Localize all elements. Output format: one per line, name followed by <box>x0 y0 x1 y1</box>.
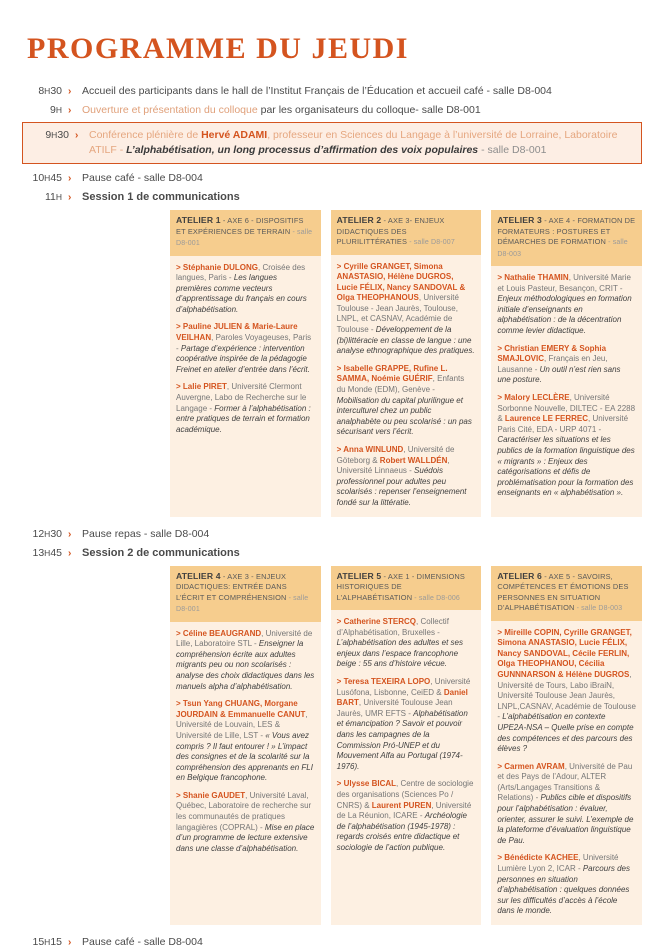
talk-authors: Ulysse BICAL <box>343 779 397 789</box>
schedule-time: 10H45 <box>32 172 62 184</box>
plenary-room: - salle D8-001 <box>478 143 547 156</box>
workshop-title: ATELIER 5 <box>336 570 382 581</box>
workshop-room: - salle D8-001 <box>176 228 313 247</box>
bullet-arrow-icon: > <box>497 273 505 282</box>
talk-affiliation: , Université Marie et Louis Pasteur, Besançon, CRIT - <box>497 273 631 293</box>
workshop-header <box>491 566 642 621</box>
talk-affiliation: , Centre de sociologie des organisations (Sciences Po / CNRS) & <box>336 779 474 810</box>
workshop-header <box>331 566 482 611</box>
talk-entry <box>337 677 476 772</box>
bullet-arrow-icon: > <box>336 445 344 454</box>
bullet-arrow-icon: > <box>176 322 183 332</box>
schedule-between <box>22 527 642 561</box>
talk-entry <box>337 364 476 438</box>
talk-title: Un outil n’est rien sans une posture. <box>497 364 621 385</box>
schedule-time: 11H <box>44 191 62 203</box>
talk-entry <box>337 617 476 670</box>
workshop-axis: - AXE 3- ENJEUX DIDACTIQUES DES PLURILITTÉRATIES <box>336 216 445 246</box>
talk-entry <box>337 445 476 509</box>
talk-affiliation: , Université Sorbonne Nouvelle, DILTEC - EA 2288 & <box>497 392 636 424</box>
session-1-grid <box>170 210 642 517</box>
bullet-arrow-icon: > <box>176 628 183 638</box>
bullet-arrow-icon: > <box>176 262 183 272</box>
bullet-arrow-icon: > <box>497 761 505 771</box>
talk-authors: Tsun Yang CHUANG, Morgane JOURDAIN & Emmanuelle CANUT <box>176 699 306 719</box>
talk-authors: Mireille COPIN, Cyrille GRANGET, Simona ANASTASIO, Lucie FÉLIX, Nancy SANDOVAL, Cécile FERLIN, Olga THEOPHANOU, Cécilia GUNNNARSON & Hélène DUGROS <box>497 627 632 679</box>
talk-authors: Pauline JULIEN & Marie-Laure VEILHAN <box>176 322 298 343</box>
chevron-right-icon: › <box>68 528 72 540</box>
talk-entry <box>176 382 315 435</box>
workshop-header <box>170 566 321 622</box>
workshop-column <box>491 566 642 925</box>
talk-entry <box>497 344 636 386</box>
schedule-row <box>22 935 642 950</box>
chevron-right-icon: › <box>68 86 72 97</box>
workshop-room: - salle D8-007 <box>407 239 455 246</box>
talk-affiliation-2: , Université Linnaeus - <box>336 455 450 476</box>
schedule-label: Accueil des participants dans le hall de l’Institut Français de l’Éducation et accueil café - salle D8-004 <box>82 85 552 97</box>
talk-affiliation: , Croisée des langues, Paris - <box>176 262 306 283</box>
workshop-room: - salle D8-001 <box>176 594 309 614</box>
talk-affiliation: , Université de Louvain, LES & Université de Lille, LST - <box>176 709 308 740</box>
schedule-time: 12H30 <box>32 527 62 540</box>
talk-title: Archéologie de l’alphabétisation (1945-1978) : regards croisés entre didactique et sociologie de l’action publique. <box>336 811 467 852</box>
workshop-title: ATELIER 4 <box>176 570 221 581</box>
schedule-row <box>22 103 642 118</box>
talk-authors: Bénédicte KACHEE <box>504 853 579 863</box>
talk-title: L’alphabétisation en contexte UPE2A-NSA – Quelle prise en compte des compétences et des parcours des élèves ? <box>497 712 634 754</box>
bullet-arrow-icon: > <box>176 382 183 392</box>
talk-affiliation: , Paroles Voyageuses, Paris - <box>176 333 312 353</box>
schedule-time: 13H45 <box>32 546 62 559</box>
talk-title: Partage d’expérience : intervention coopérative inspirée de la pédagogie Freinet en atelier d’entrée dans l’écrit. <box>176 343 310 374</box>
workshop-axis: - AXE 1 - DIMENSIONS HISTORIQUES DE L’ALPHABÉTISATION <box>336 571 465 602</box>
talk-authors: Malory LECLÈRE <box>504 392 570 402</box>
workshop-column <box>331 566 482 925</box>
bullet-arrow-icon: > <box>336 363 344 373</box>
talk-entry <box>176 699 315 784</box>
talk-authors: Nathalie THAMIN <box>504 273 569 282</box>
workshop-body <box>331 255 482 517</box>
talk-authors: Isabelle GRAPPE, Rufine L. SAMMA, Noémie GUÉRIF <box>336 363 448 384</box>
talk-entry <box>497 273 636 337</box>
talk-authors: Cyrille GRANGET, Simona ANASTASIO, Hélène DUGROS, Lucie FÉLIX, Nancy SANDOVAL & Olga THEOPHANOUS <box>336 261 466 303</box>
workshop-column <box>170 210 321 517</box>
talk-affiliation: , Université Toulouse - Jean Jaurès, Toulouse, LNPL, et CASNAV, Académie de Toulouse - <box>336 293 459 335</box>
talk-title: Enjeux méthodologiques en formation initiale d’enseignants en alphabétisation : de la décentration comme levier didactique. <box>497 294 632 335</box>
talk-title: Développement de la (bi)littéracie en classe de langue : une analyse ethnographique des pratiques. <box>336 325 475 356</box>
talk-authors: Anna WINLUND <box>343 445 404 454</box>
schedule-row <box>22 527 642 542</box>
talk-entry <box>176 322 315 375</box>
chevron-right-icon: › <box>68 105 72 116</box>
talk-affiliation: , Université de Pau et des Pays de l’Adour, ALTER (Arts/Langages Transitions & Relations) - <box>497 761 633 803</box>
talk-affiliation: , Français en Jeu, Lausanne - <box>497 354 608 374</box>
chevron-right-icon: › <box>68 192 72 203</box>
bullet-arrow-icon: > <box>336 677 344 687</box>
schedule-after <box>22 935 642 950</box>
talk-entry <box>497 628 636 755</box>
talk-entry <box>497 853 636 917</box>
workshop-column <box>331 210 482 517</box>
workshop-body <box>331 610 482 925</box>
bullet-arrow-icon: > <box>497 343 505 353</box>
talk-authors: Lalie PIRET <box>182 382 227 392</box>
talk-entry <box>176 629 315 693</box>
page-title: PROGRAMME DU JEUDI <box>27 32 409 65</box>
schedule-mid <box>22 171 642 205</box>
workshop-column <box>491 210 642 517</box>
talk-title: Enseigner la compréhension écrite aux adultes migrants peu ou non scolarisés : analyse des choix didactiques dans les manuels alpha d’alphabétisation. <box>176 639 315 691</box>
talk-entry <box>176 263 315 316</box>
workshop-body <box>170 622 321 925</box>
plenary-arrow-icon: › <box>75 130 79 141</box>
talk-authors: Christian EMERY & Sophia SMAJLOVIC <box>497 343 607 364</box>
talk-authors: Céline BEAUGRAND <box>182 628 262 638</box>
talk-affiliation-2: , Université Toulouse Jean Jaurès, UMR EFTS - <box>336 698 453 718</box>
schedule-label: Pause café - salle D8-004 <box>82 172 203 184</box>
plenary-prefix: Conférence plénière de <box>89 129 202 141</box>
workshop-title: ATELIER 3 <box>497 215 542 225</box>
workshop-header <box>491 210 642 266</box>
schedule-before <box>22 84 642 118</box>
plenary-text <box>89 128 633 157</box>
schedule-label: Session 1 de communications <box>82 191 240 203</box>
talk-title: Former à l’alphabétisation : entre pratiques de terrain et formation académique. <box>176 403 311 434</box>
talk-title: Alphabétisation et émancipation ? Savoir et pouvoir dans les campagnes de la Commission Pró-UNEP et du Mouvement Alfa au Portugal (1974-1976). <box>336 708 468 771</box>
workshop-header <box>331 210 482 255</box>
schedule-label: Pause café - salle D8-004 <box>82 936 203 948</box>
workshop-body <box>491 621 642 925</box>
bullet-arrow-icon: > <box>336 617 344 627</box>
talk-entry <box>337 779 476 853</box>
workshop-axis: - AXE 3 - ENJEUX DIDACTIQUES: ENTRÉE DANS L’ÉCRIT ET COMPRÉHENSION <box>176 571 287 602</box>
talk-affiliation-2: , Université Paris Cité, EDA - URP 4071 - <box>497 414 629 434</box>
plenary-time: 9H30 <box>45 129 69 141</box>
workshop-column <box>170 566 321 925</box>
plenary-middle: , professeur en Sciences du Langage à l’université de Lorraine, Laboratoire ATILF - <box>89 129 618 156</box>
talk-affiliation: , Université de Tours, Labo iBraiN, Université Toulouse Jean Jaurès, LNPL,CASNAV, Académie de Toulouse - <box>497 669 636 722</box>
talk-title: Publics cible et dispositifs pour l’alphabétisation : évaluer, orienter, assurer le suivi. L’exemple de la plateforme d’évaluation linguistique de Pau. <box>497 793 634 845</box>
talk-authors: Carmen AVRAM <box>504 761 565 771</box>
session-2-grid <box>170 566 642 925</box>
bullet-arrow-icon: > <box>176 790 183 800</box>
talk-affiliation: , Université de Göteborg & <box>336 445 455 465</box>
schedule-row <box>22 171 642 186</box>
talk-affiliation: , Enfants du Monde (EDM), Genève - <box>336 374 465 395</box>
bullet-arrow-icon: > <box>336 261 344 271</box>
workshop-title: ATELIER 6 <box>497 570 542 581</box>
talk-title: Les langues premières comme vecteurs d’apprentissage du français en cours d’alphabétisation. <box>176 273 307 314</box>
bullet-arrow-icon: > <box>497 853 505 863</box>
workshop-axis: - AXE 5 - SAVOIRS, COMPÉTENCES ET ÉMOTIONS DES PERSONNES EN SITUATION D’ALPHABÉTISATION <box>497 571 629 613</box>
talk-affiliation: , Université de Lille, Laboratoire STL - <box>176 628 313 649</box>
talk-authors-2: Laurent PUREN <box>371 800 432 810</box>
plenary-talk-title: L’alphabétisation, un long processus d’affirmation des voix populaires <box>126 143 479 156</box>
talk-affiliation: , Collectif d’Alphabétisation, Bruxelles - <box>336 617 449 637</box>
talk-authors: Stéphanie DULONG <box>182 262 259 272</box>
workshop-body <box>170 256 321 517</box>
schedule-row <box>22 546 642 561</box>
talk-authors: Teresa TEXEIRA LOPO <box>343 677 431 687</box>
talk-title: Parcours des personnes en situation d’alphabétisation : quelques données sur les difficultés d’accès à l’école dans le monde. <box>497 864 630 916</box>
talk-authors-2: Daniel BART <box>336 687 468 708</box>
talk-title: « Vous avez compris ? Il faut entourer ! » L’impact des consignes et de la scolarité sur la compréhension des apprenants en FLI en Belgique francophone. <box>176 730 313 783</box>
workshop-title: ATELIER 1 <box>176 215 221 225</box>
chevron-right-icon: › <box>68 937 72 948</box>
talk-title: Caractériser les situations et les publics de la formation linguistique des « migrants » : Enjeux des catégorisations et défis de problématisation pour la formation des enseignants en « alphabétisation ». <box>497 435 635 498</box>
talk-title: L’alphabétisation des adultes et ses enjeux dans l’espace francophone beige : 55 ans d’histoire vécue. <box>336 638 463 669</box>
workshop-body <box>491 266 642 517</box>
talk-authors: Catherine STERCQ <box>343 617 417 627</box>
schedule-time: 15H15 <box>32 936 62 948</box>
talk-affiliation: , Université Lumière Lyon 2, ICAR - <box>497 853 619 874</box>
schedule-label: Pause repas - salle D8-004 <box>82 527 210 540</box>
talk-authors: Shanie GAUDET <box>182 790 246 800</box>
chevron-right-icon: › <box>68 173 72 184</box>
talk-affiliation: , Université Clermont Auvergne, Labo de Recherche sur le Langage - <box>176 382 307 413</box>
schedule-label: Ouverture et présentation du colloque par les organisateurs du colloque- salle D8-001 <box>82 104 481 116</box>
bullet-arrow-icon: > <box>497 627 505 637</box>
workshop-room: - salle D8-003 <box>497 239 628 258</box>
talk-affiliation-2: , Université de La Réunion, ICARE - <box>336 800 472 821</box>
talk-affiliation: , Université Lusófona, Lisbonne, CeiED & <box>336 677 471 697</box>
workshop-title: ATELIER 2 <box>336 215 382 225</box>
bullet-arrow-icon: > <box>176 699 183 709</box>
workshop-room: - salle D8-006 <box>412 594 460 602</box>
schedule-time: 8H30 <box>38 85 62 97</box>
schedule-row <box>22 84 642 99</box>
schedule-label: Session 2 de communications <box>82 546 240 559</box>
bullet-arrow-icon: > <box>336 779 344 789</box>
talk-authors-2: Robert WALLDÉN <box>379 455 448 465</box>
bullet-arrow-icon: > <box>497 392 505 402</box>
talk-entry <box>337 262 476 357</box>
talk-affiliation: , Université Laval, Québec, Laboratoire de recherche sur les communautés de pratiques langagières (COPRAL) - <box>176 790 312 832</box>
workshop-axis: - AXE 4 - FORMATION DE FORMATEURS : POSTURES ET DÉMARCHES DE FORMATION <box>497 216 636 246</box>
schedule-time: 9H <box>50 104 62 116</box>
workshop-axis: - AXE 6 - DISPOSITIFS ET EXPÉRIENCES DE TERRAIN <box>176 216 304 236</box>
talk-title: Mise en place d’un programme de lecture extensive dans une classe d’alphabétisation. <box>176 822 315 853</box>
talk-entry <box>176 791 315 855</box>
talk-title: Suédois professionnel pour adultes peu scolarisés : repenser l’enseignement fondé sur la littératie. <box>336 466 467 507</box>
talk-authors-2: Laurence LE FERREC <box>504 414 589 424</box>
workshop-room: - salle D8-003 <box>574 605 623 613</box>
talk-title: Mobilisation du capital plurilingue et interculturel chez un public analphabète ou peu scolarisé : un pas sécurisant vers l’écrit. <box>336 395 472 437</box>
talk-entry <box>497 393 636 499</box>
schedule-row <box>22 190 642 205</box>
workshop-header <box>170 210 321 256</box>
plenary-speaker: Hervé ADAMI <box>201 129 268 141</box>
plenary-conference-box <box>22 122 642 164</box>
chevron-right-icon: › <box>68 547 72 559</box>
talk-entry <box>497 762 636 847</box>
